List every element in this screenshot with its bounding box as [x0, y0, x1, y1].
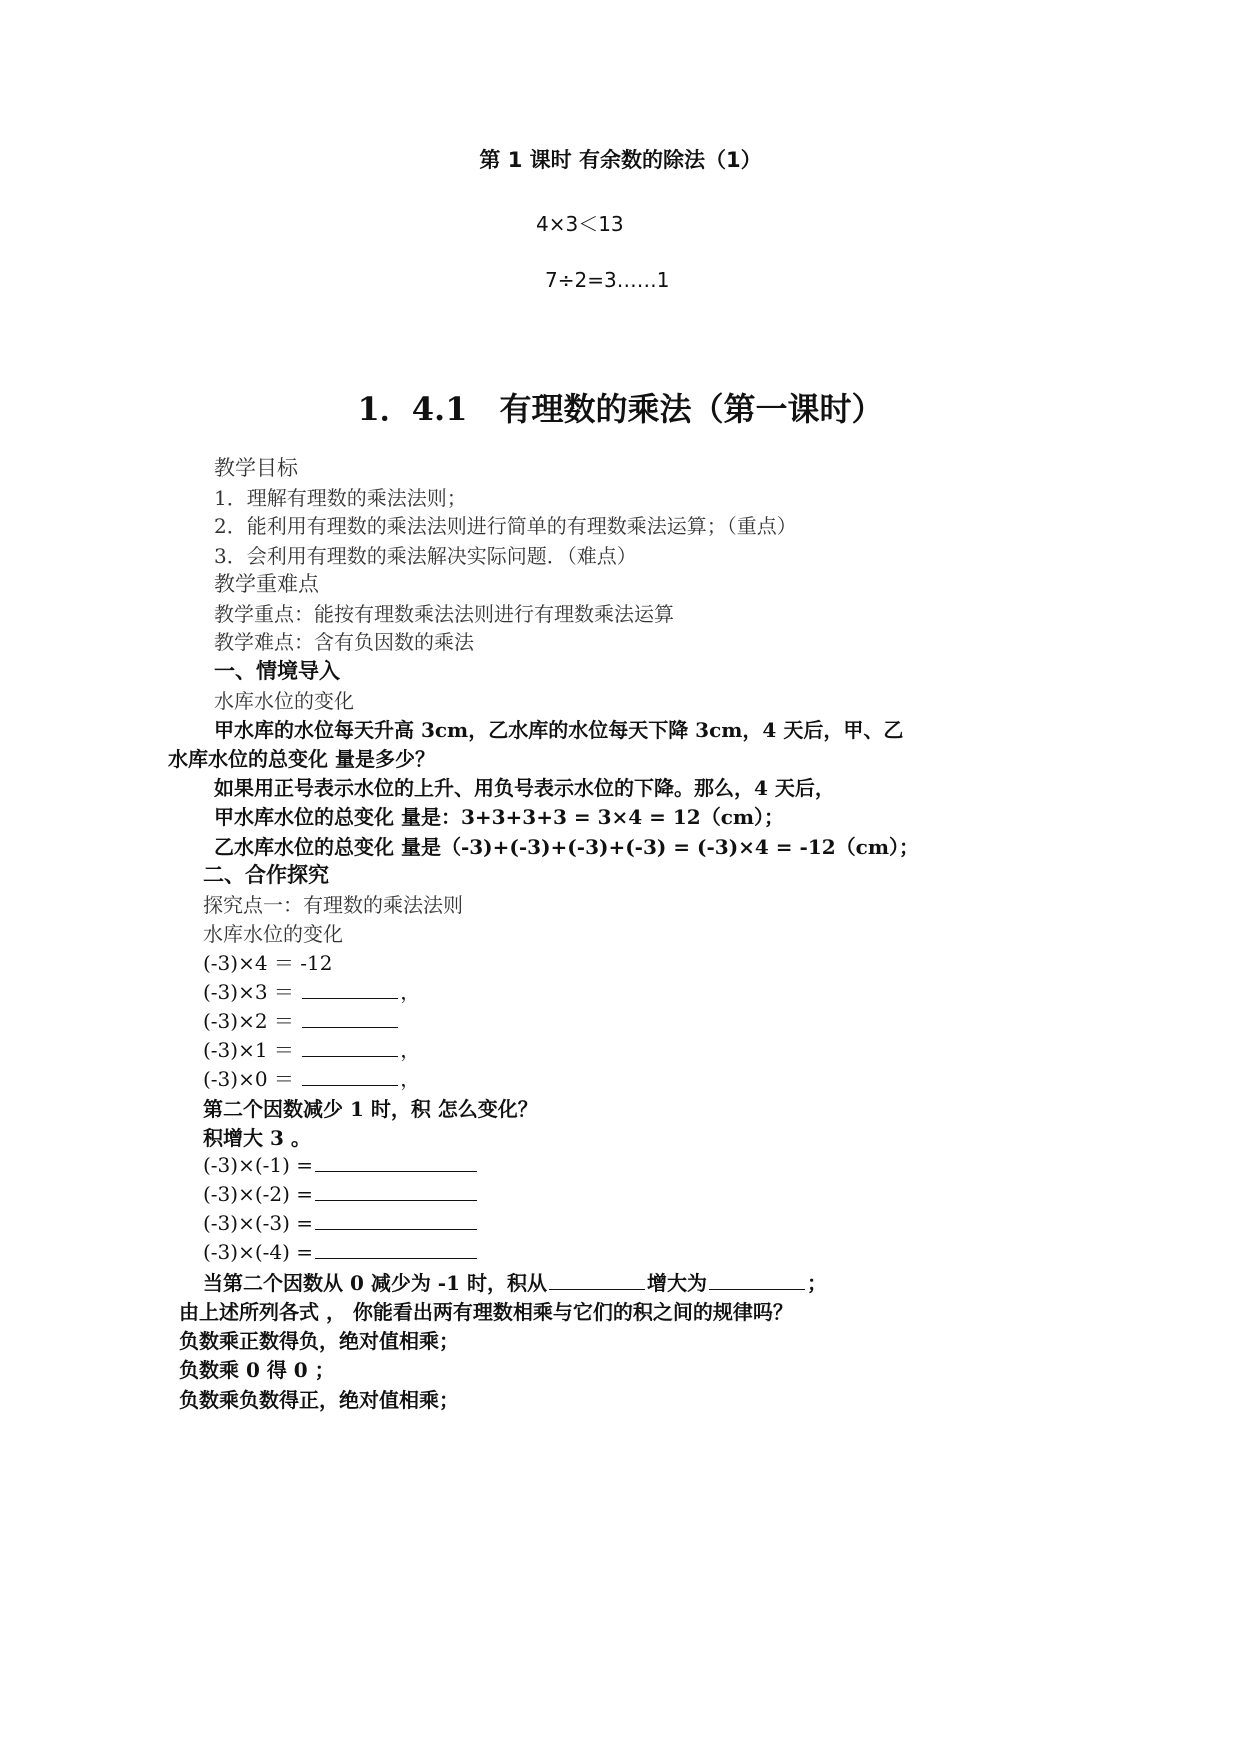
comma: ，: [400, 1067, 421, 1091]
equation-line: [203, 1034, 420, 1063]
key-points-heading: 教学重难点: [214, 572, 319, 596]
goal-item: 1．理解有理数的乘法法则；: [214, 486, 467, 510]
section2-heading: 二、合作探究: [203, 862, 329, 887]
equation-line: [203, 1209, 479, 1235]
equation-text: (-3)×(-3) =: [203, 1211, 314, 1235]
section1-paragraph: 水库水位的总变化 量是多少？: [168, 747, 435, 771]
answer-blank[interactable]: [709, 1269, 805, 1290]
equation-text: (-3)×(-2) =: [203, 1182, 314, 1206]
sentence-text: 增大为: [646, 1271, 707, 1295]
rule-text: 负数乘 0 得 0 ；: [179, 1358, 335, 1382]
equation-line: [203, 1180, 479, 1206]
lesson-title: 第 1 课时 有余数的除法（1）: [479, 148, 762, 172]
page-title: 1．4.1 有理数的乘法（第一课时）: [357, 390, 884, 428]
question-text: 由上述所列各式 ， 你能看出两有理数相乘与它们的积之间的规律吗？: [179, 1300, 793, 1324]
goal-item: 2．能利用有理数的乘法法则进行简单的有理数乘法运算；（重点）: [214, 514, 797, 538]
comma: ，: [400, 1038, 421, 1062]
section1-paragraph: 如果用正号表示水位的上升、用负号表示水位的下降。那么，4 天后，: [214, 776, 835, 800]
equation-text: (-3)×1 ＝: [203, 1038, 294, 1062]
sentence-text: ；: [806, 1271, 827, 1295]
sentence-text: 当第二个因数从 0 减少为 -1 时，积从: [203, 1271, 547, 1295]
exploration-point: 探究点一：有理数的乘法法则: [203, 893, 463, 917]
answer-blank[interactable]: [302, 978, 398, 999]
answer-text: 积增大 3 。: [203, 1126, 311, 1150]
answer-blank[interactable]: [302, 1036, 398, 1057]
equation-line: [203, 1151, 479, 1177]
rule-text: 负数乘正数得负，绝对值相乘；: [179, 1329, 459, 1353]
rule-text: 负数乘负数得正，绝对值相乘；: [179, 1388, 459, 1412]
section1-paragraph: 甲水库水位的总变化 量是：3+3+3+3 = 3×4 = 12（cm）；: [214, 805, 785, 829]
answer-blank[interactable]: [315, 1209, 477, 1230]
equation-text: (-3)×2 ＝: [203, 1009, 294, 1033]
answer-blank[interactable]: [315, 1151, 477, 1172]
question-text: 第二个因数减少 1 时，积 怎么变化？: [203, 1097, 538, 1121]
expression-inequality: 4×3＜13: [536, 212, 624, 236]
fill-in-sentence: [203, 1267, 827, 1296]
section1-heading: 一、情境导入: [214, 658, 340, 683]
answer-blank[interactable]: [302, 1065, 398, 1086]
key-point-difficulty: 教学难点：含有负因数的乘法: [214, 630, 474, 654]
equation-line: [203, 1238, 479, 1264]
answer-blank[interactable]: [315, 1180, 477, 1201]
equation-text: (-3)×(-4) =: [203, 1240, 314, 1264]
section1-subheading: 水库水位的变化: [214, 689, 354, 713]
answer-blank[interactable]: [315, 1238, 477, 1259]
equation-text: (-3)×(-1) =: [203, 1153, 314, 1177]
answer-blank[interactable]: [302, 1007, 398, 1028]
goals-heading: 教学目标: [214, 456, 298, 480]
equation-text: (-3)×3 ＝: [203, 980, 294, 1004]
goal-item: 3．会利用有理数的乘法解决实际问题．（难点）: [214, 544, 637, 568]
equation-line: [203, 1005, 400, 1034]
equation-line: [203, 976, 420, 1005]
expression-division: 7÷2=3……1: [545, 268, 670, 292]
equation-text: (-3)×0 ＝: [203, 1067, 294, 1091]
section2-subheading: 水库水位的变化: [203, 922, 343, 946]
section1-paragraph: 乙水库水位的总变化 量是（-3)+(-3)+(-3)+(-3) = (-3)×4 = -12（cm）；: [214, 835, 919, 859]
comma: ，: [400, 980, 421, 1004]
section1-paragraph: 甲水库的水位每天升高 3cm，乙水库的水位每天下降 3cm，4 天后，甲、乙: [214, 718, 904, 742]
equation-line: [203, 1063, 420, 1092]
equation-text: (-3)×4 ＝ -12: [203, 951, 333, 975]
key-point-focus: 教学重点：能按有理数乘法法则进行有理数乘法运算: [214, 602, 674, 626]
answer-blank[interactable]: [549, 1269, 645, 1290]
equation-line: [203, 947, 333, 976]
